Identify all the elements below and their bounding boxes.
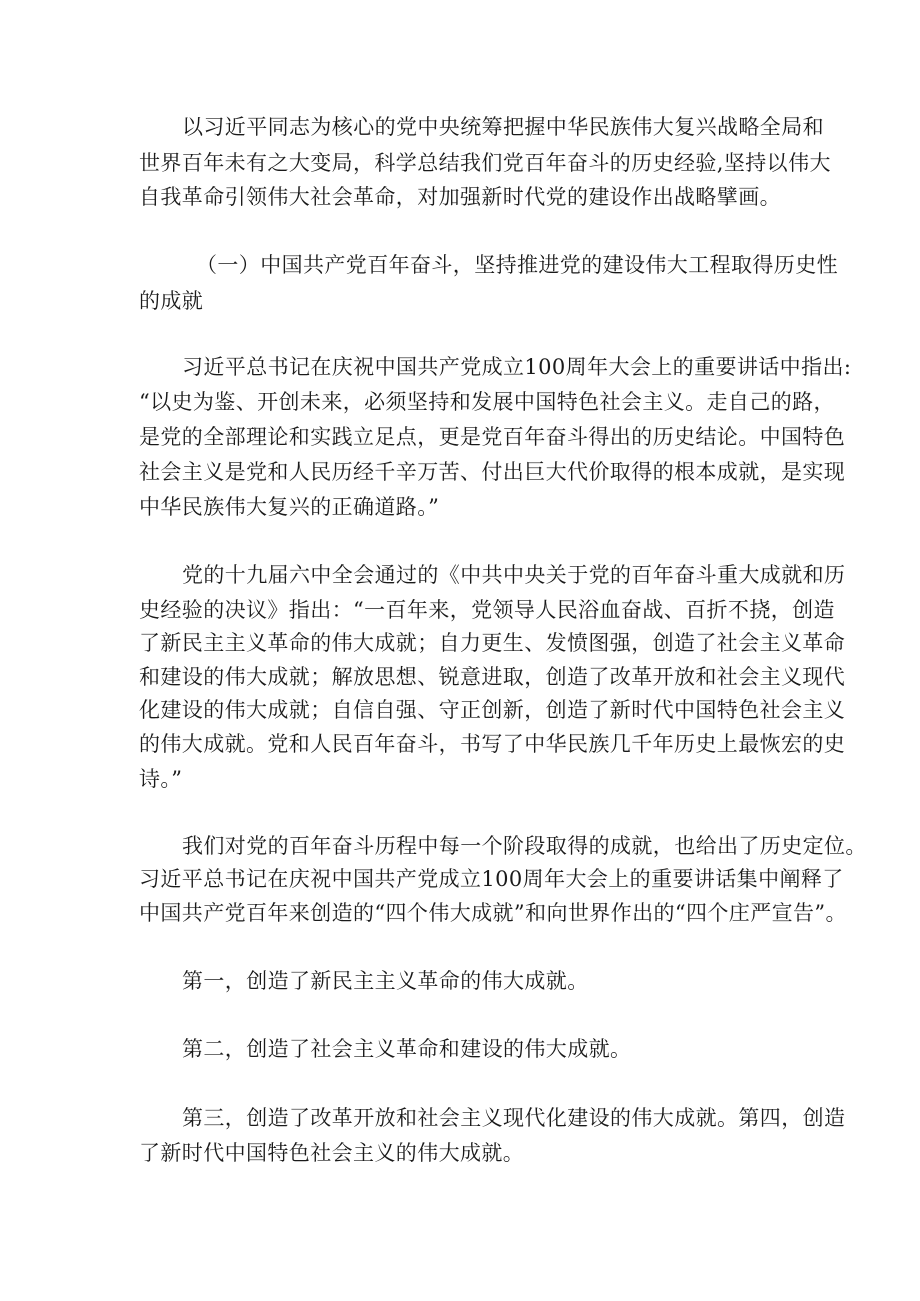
section-heading-line-1: （一）中国共产党百年奋斗，坚持推进党的建设伟大工程取得历史性 bbox=[196, 253, 838, 277]
section-heading bbox=[0, 245, 920, 285]
intro-paragraph bbox=[0, 107, 920, 147]
quote2-line-6: 的伟大成就。党和人民百年奋斗，书写了中华民族几千年历史上最恢宏的史 bbox=[139, 732, 846, 756]
intro-paragraph bbox=[0, 177, 920, 217]
achievement-item-second bbox=[0, 1029, 920, 1069]
quote-paragraph-2 bbox=[0, 555, 920, 595]
section-heading-line-2: 的成就 bbox=[139, 289, 204, 313]
third-line-1: 第三，创造了改革开放和社会主义现代化建设的伟大成就。第四，创造 bbox=[182, 1106, 846, 1130]
summary-paragraph bbox=[0, 893, 920, 933]
achievement-item-first bbox=[0, 961, 920, 1001]
achievement-item-third bbox=[0, 1098, 920, 1138]
quote1-line-4: 社会主义是党和人民历经千辛万苦、付出巨大代价取得的根本成就，是实现 bbox=[139, 460, 846, 484]
intro-line-1: 以习近平同志为核心的党中央统筹把握中华民族伟大复兴战略全局和 bbox=[182, 115, 824, 139]
quote1-line-3: 是党的全部理论和实践立足点，更是党百年奋斗得出的历史结论。中国特色 bbox=[139, 425, 846, 449]
quote-paragraph-1 bbox=[0, 452, 920, 492]
quote-paragraph-1 bbox=[0, 347, 920, 387]
summary-line-1: 我们对党的百年奋斗历程中每一个阶段取得的成就，也给出了历史定位。 bbox=[182, 834, 867, 858]
quote2-line-1: 党的十九届六中全会通过的《中共中央关于党的百年奋斗重大成就和历 bbox=[182, 563, 846, 587]
quote-paragraph-1 bbox=[0, 417, 920, 457]
intro-line-2: 世界百年未有之大变局，科学总结我们党百年奋斗的历史经验,坚持以伟大 bbox=[139, 151, 831, 175]
quote2-line-4: 和建设的伟大成就；解放思想、锐意进取，创造了改革开放和社会主义现代 bbox=[139, 665, 846, 689]
second-line: 第二，创造了社会主义革命和建设的伟大成就。 bbox=[182, 1037, 632, 1061]
quote-paragraph-2 bbox=[0, 724, 920, 764]
third-line-2: 了新时代中国特色社会主义的伟大成就。 bbox=[139, 1141, 525, 1165]
achievement-item-third bbox=[0, 1133, 920, 1173]
first-line: 第一，创造了新民主主义革命的伟大成就。 bbox=[182, 969, 589, 993]
section-heading bbox=[0, 281, 920, 321]
quote1-line-1: 习近平总书记在庆祝中国共产党成立100周年大会上的重要讲话中指出: bbox=[182, 355, 852, 379]
quote1-line-5: 中华民族伟大复兴的正确道路。” bbox=[139, 495, 440, 519]
quote-paragraph-1 bbox=[0, 382, 920, 422]
quote2-line-5: 化建设的伟大成就；自信自强、守正创新，创造了新时代中国特色社会主义 bbox=[139, 698, 846, 722]
quote-paragraph-2 bbox=[0, 759, 920, 799]
quote2-line-2: 史经验的决议》指出：“一百年来，党领导人民浴血奋战、百折不挠，创造 bbox=[139, 598, 835, 622]
summary-line-3: 中国共产党百年来创造的“四个伟大成就”和向世界作出的“四个庄严宣告”。 bbox=[139, 901, 847, 925]
quote2-line-3: 了新民主主义革命的伟大成就；自力更生、发愤图强，创造了社会主义革命 bbox=[139, 631, 846, 655]
summary-line-2: 习近平总书记在庆祝中国共产党成立100周年大会上的重要讲话集中阐释了 bbox=[139, 867, 844, 891]
quote-paragraph-1 bbox=[0, 487, 920, 527]
intro-line-3: 自我革命引领伟大社会革命，对加强新时代党的建设作出战略擘画。 bbox=[139, 185, 781, 209]
quote2-line-7: 诗。” bbox=[139, 767, 183, 791]
quote1-line-2: “以史为鉴、开创未来，必须坚持和发展中国特色社会主义。走自己的路， bbox=[139, 390, 835, 414]
